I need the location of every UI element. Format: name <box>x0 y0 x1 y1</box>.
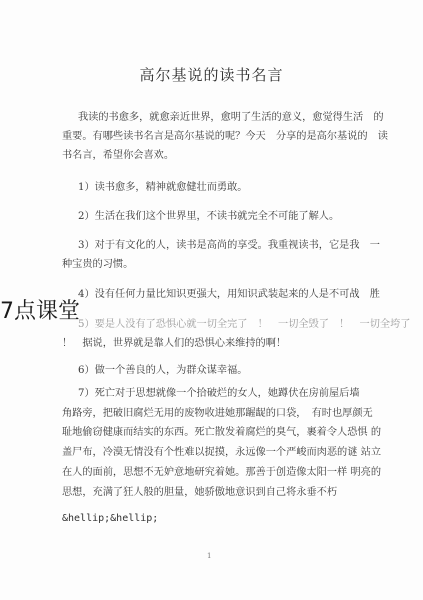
quote-line: 盖尸布，冷漠无情没有个性难以捉摸，永远像一个严峻而肉恶的谜 站立 <box>62 447 382 458</box>
quote-line: 思想，充满了狂人般的胆量，她骄傲地意识到自己将永垂不朽 <box>62 487 338 498</box>
page-number: 1 <box>207 552 212 560</box>
quote-line: 7）死亡对于思想就像一个拾破烂的女人，她蹲伏在房前屋后墙 <box>78 388 360 399</box>
quote-line: 6）做一个善良的人，为群众谋幸福。 <box>78 365 248 376</box>
quote-line: 1）读书愈多，精神就愈健壮而勇敢。 <box>78 182 248 193</box>
intro-line-2: 重要。有哪些读书名言是高尔基说的呢？今天 分享的是高尔基说的 读 <box>62 131 388 142</box>
quote-line: 3）对于有文化的人，读书是高尚的享受。我重视读书，它是我 一 <box>78 240 380 251</box>
quote-line: 2）生活在我们这个世界里，不读书就完全不可能了解人。 <box>78 211 340 222</box>
quote-line: 角路旁，把破旧腐烂无用的废物收进她那龌龊的口袋， 有时也厚颜无 <box>62 408 373 419</box>
intro-line-3: 书名言，希望你会喜欢。 <box>62 150 175 161</box>
quote-line: 5）要是人没有了恐惧心就一切全完了 ！ 一切全毁了 ！ 一切全垮了 <box>78 319 411 330</box>
quote-line: 耻地偷窃健康而结实的东西。死亡散发着腐烂的臭气，裹着令人恐惧 的 <box>62 427 382 438</box>
quote-line: 在人的面前，思想不无妒意地研究着她。那善于创造像太阳一样 明亮的 <box>62 467 382 478</box>
quote-line: 4）没有任何力量比知识更强大，用知识武装起来的人是不可战 胜 <box>78 289 380 300</box>
watermark-text: 7点课堂 <box>0 299 80 324</box>
quote-line: ！ 据说，世界就是靠人们的恐惧心来维持的啊！ <box>62 338 287 349</box>
quote-line: 种宝贵的习惯。 <box>62 259 134 270</box>
page-title: 高尔基说的读书名言 <box>139 66 284 84</box>
ellipsis-text: &hellip;&hellip; <box>62 513 159 524</box>
intro-line-1: 我读的书愈多，就愈亲近世界，愈明了生活的意义，愈觉得生活 的 <box>78 112 384 123</box>
